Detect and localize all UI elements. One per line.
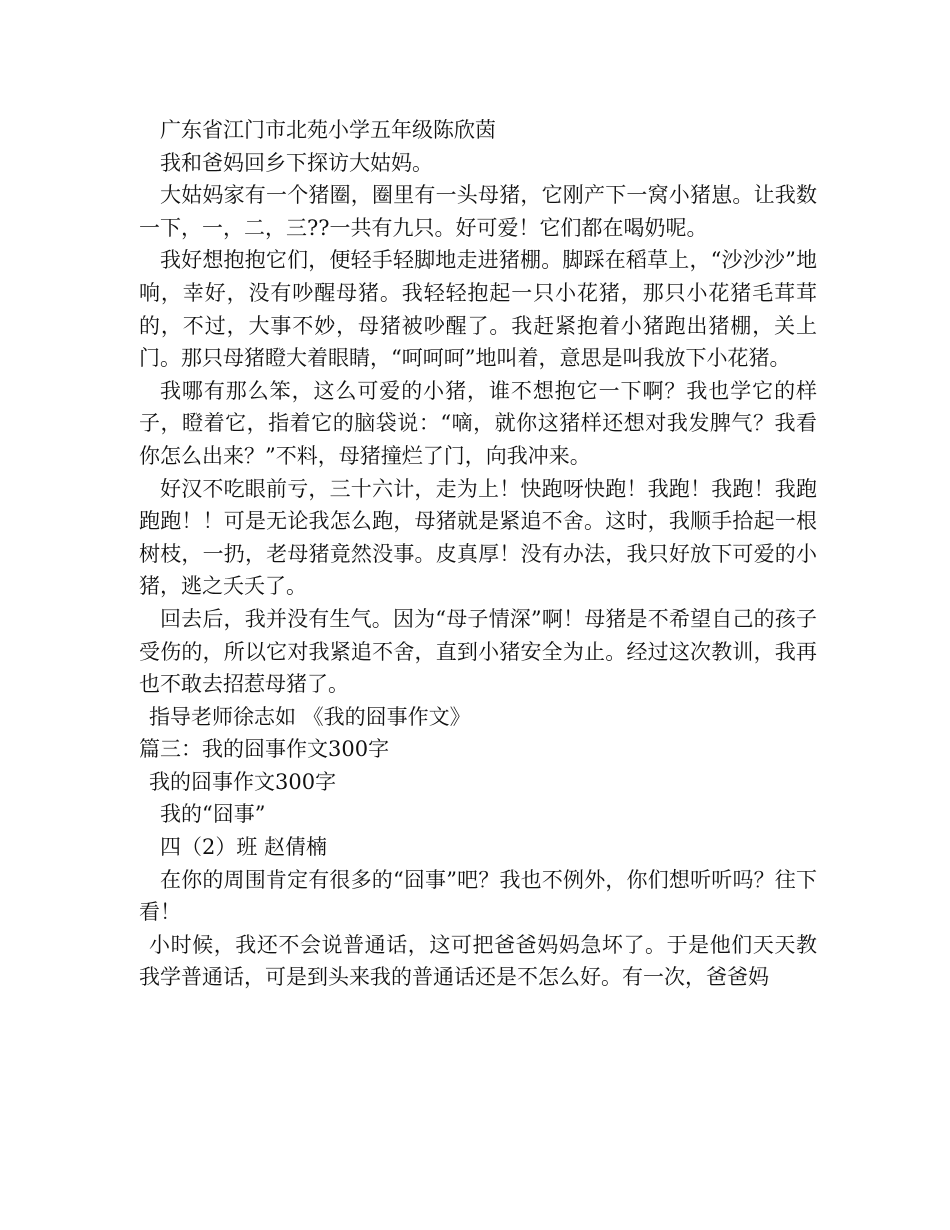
paragraph: 回去后，我并没有生气。因为“母子情深”啊！母猪是不希望自己的孩子受伤的，所以它对我紧追不舍，直到小猪安全为止。经过这次教训，我再也不敢去招惹母猪了。	[139, 606, 817, 697]
section-heading: 篇三：我的囧事作文300字	[139, 737, 390, 762]
paragraph: 我好想抱抱它们，便轻手轻脚地走进猪棚。脚踩在稻草上，“沙沙沙”地响，幸好，没有吵醒母猪。我轻轻抱起一只小花猪，那只小花猪毛茸茸的，不过，大事不妙，母猪被吵醒了。我赶紧抱着小猪跑出猪棚，关上门。那只母猪瞪大着眼睛，“呵呵呵”地叫着，意思是叫我放下小花猪。	[139, 248, 817, 371]
author-line: 广东省江门市北苑小学五年级陈欣茵	[160, 118, 496, 142]
essay-title: 我的囧事作文300字	[149, 769, 337, 794]
paragraph: 我和爸妈回乡下探访大姑妈。	[160, 150, 433, 175]
paragraph: 我哪有那么笨，这么可爱的小猪，谁不想抱它一下啊？我也学它的样子，瞪着它，指着它的脑袋说：“嘀，就你这猪样还想对我发脾气？我看你怎么出来？”不料，母猪撞烂了门，向我冲来。	[139, 378, 817, 468]
paragraph: 小时候，我还不会说普通话，这可把爸爸妈妈急坏了。于是他们天天教我学普通话，可是到头来我的普通话还是不怎么好。有一次，爸爸妈	[139, 932, 817, 990]
paragraph: 好汉不吃眼前亏，三十六计，走为上！快跑呀快跑！我跑！我跑！我跑跑跑！！可是无论我怎么跑，母猪就是紧追不舍。这时，我顺手拾起一根树枝，一扔，老母猪竟然没事。皮真厚！没有办法，我只好放下可爱的小猪，逃之夭夭了。	[139, 476, 817, 599]
essay-subtitle: 我的“囧事”	[160, 802, 266, 827]
author-line: 四（2）班 赵倩楠	[160, 835, 328, 860]
paragraph: 在你的周围肯定有很多的“囧事”吧？我也不例外，你们想听听吗？往下看！	[139, 867, 817, 925]
teacher-line: 指导老师徐志如 《我的囧事作文》	[149, 704, 471, 729]
document-body	[139, 114, 817, 994]
paragraph: 大姑妈家有一个猪圈，圈里有一头母猪，它刚产下一窝小猪崽。让我数一下，一，二，三??一共有九只。好可爱！它们都在喝奶呢。	[139, 183, 817, 240]
